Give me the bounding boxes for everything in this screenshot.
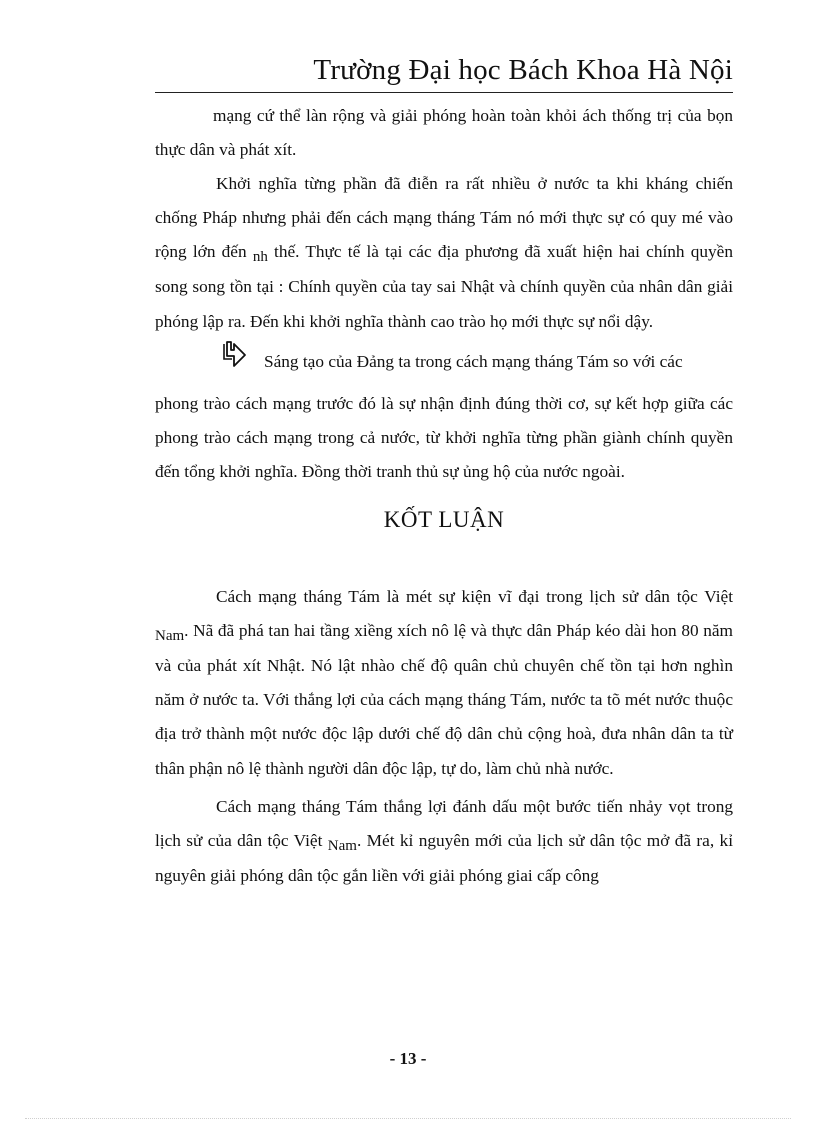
hand-pointing-arrow-icon <box>221 339 261 381</box>
paragraph-3-text-a: Cách mạng tháng Tám là mét sự kiện vĩ đại trong lịch sử dân tộc Việt <box>216 587 733 607</box>
section-title: KỐT LUẬN <box>383 507 505 533</box>
paragraph-conclusion-1 <box>155 580 733 786</box>
paragraph-4-text-b: . Mét kỉ nguyên mới của lịch sử dân tộc mở đã ra, kỉ nguyên giải phóng dân tộc gắn liền với giải phóng giai cấp công <box>155 830 734 885</box>
paragraph-2-text-a: Khởi nghĩa từng phần đã điễn ra rất nhiều ở nước ta khi kháng chiến chống Pháp nhưng phải đến cách mạng tháng Tám nó mới thực sự có quy mé vào rộng lớn đến <box>155 174 733 262</box>
document-body <box>155 99 733 893</box>
page-header: Trường Đại học Bách Khoa Hà Nội <box>313 54 733 86</box>
paragraph-3-subscript: Nam <box>155 628 185 645</box>
paragraph-4-subscript: Nam <box>327 837 357 854</box>
bottom-dotted-border <box>25 1118 791 1119</box>
callout-first-text: Sáng tạo của Đảng ta trong cách mạng tháng Tám so với các <box>264 351 683 371</box>
callout-paragraph <box>155 339 733 489</box>
paragraph-uprisings <box>155 167 733 338</box>
paragraph-2-subscript: nh <box>252 249 268 266</box>
paragraph-4-text-a: Cách mạng tháng Tám thắng lợi đánh dấu một bước tiến nhảy vọt trong lịch sử của dân tộc Việt <box>155 796 733 850</box>
paragraph-continuation <box>155 99 733 167</box>
callout-first-line <box>155 345 733 387</box>
paragraph-conclusion-2 <box>155 790 733 893</box>
paragraph-2-text-b: thế. Thực tế là tại các địa phương đã xuất hiện hai chính quyền song song tồn tại : Chính quyền của tay sai Nhật và chính quyền của nhân dân giải phóng lập ra. Đến khi khởi nghĩa thành cao trào họ mới thực sự nổi dậy. <box>155 242 733 331</box>
callout-rest-text: phong trào cách mạng trước đó là sự nhận định đúng thời cơ, sự kết hợp giữa các phong trào cách mạng trong cả nước, từ khởi nghĩa từng phần giành chính quyền đến tổng khởi nghĩa. Đồng thời tranh thủ sự ủng hộ của nước ngoài. <box>155 393 733 481</box>
page-number: - 13 - <box>389 1049 427 1068</box>
header-rule <box>155 92 733 93</box>
paragraph-1-text: mạng cứ thể làn rộng và giải phóng hoàn toàn khỏi ách thống trị của bọn thực dân và phát xít. <box>155 106 733 160</box>
paragraph-3-text-b: . Nã đã phá tan hai tầng xiềng xích nô lệ và thực dân Pháp kéo dài hon 80 năm và của phát xít Nhật. Nó lật nhào chế độ quân chủ chuyên chế tồn tại hơn nghìn năm ở nước ta. Với thắng lợi của cách mạng tháng Tám, nước ta tõ mét nước thuộc địa trở thành một nước độc lập dưới chế độ dân chủ cộng hoà, đưa nhân dân ta từ thân phận nô lệ thành người dân độc lập, tự do, làm chủ nhà nước. <box>155 621 733 778</box>
